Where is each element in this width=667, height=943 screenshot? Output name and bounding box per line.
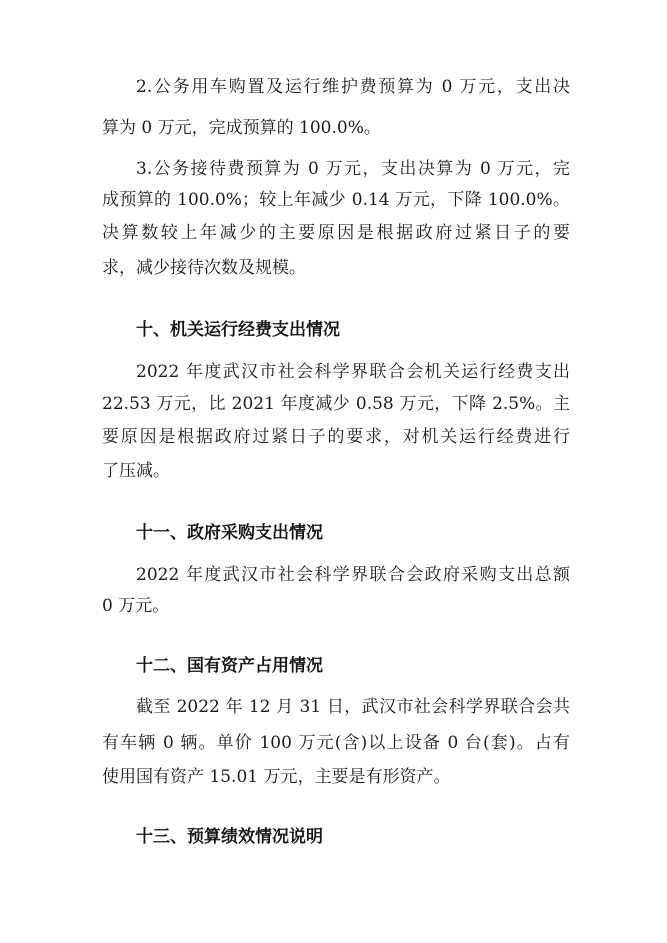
s12-line-1: 截至 2022 年 12 月 31 日，武汉市社会科学界联合会共 — [136, 697, 570, 717]
p2-line-3: 决算数较上年减少的主要原因是根据政府过紧日子的要 — [102, 223, 570, 243]
p2-line-4: 求，减少接待次数及规模。 — [102, 258, 306, 278]
s11-line-2: 0 万元。 — [102, 596, 170, 616]
section-11-title: 十一、政府采购支出情况 — [136, 523, 323, 543]
p2-line-2: 成预算的 100.0%；较上年减少 0.14 万元，下降 100.0%。 — [102, 190, 570, 210]
s11-line-1: 2022 年度武汉市社会科学界联合会政府采购支出总额 — [136, 565, 570, 585]
s10-line-1: 2022 年度武汉市社会科学界联合会机关运行经费支出 — [136, 362, 570, 382]
section-12-title: 十二、国有资产占用情况 — [136, 656, 323, 676]
s12-line-2: 有车辆 0 辆。单价 100 万元(含)以上设备 0 台(套)。占有 — [102, 733, 570, 753]
s10-line-3: 要原因是根据政府过紧日子的要求，对机关运行经费进行 — [102, 427, 570, 447]
p2-line-1: 3.公务接待费预算为 0 万元，支出决算为 0 万元，完 — [136, 159, 570, 179]
s10-line-2: 22.53 万元，比 2021 年度减少 0.58 万元，下降 2.5%。主 — [102, 394, 570, 414]
section-13-title: 十三、预算绩效情况说明 — [136, 827, 323, 847]
s12-line-3: 使用国有资产 15.01 万元，主要是有形资产。 — [102, 767, 451, 787]
p1-line-2: 算为 0 万元，完成预算的 100.0%。 — [102, 118, 381, 138]
section-10-title: 十、机关运行经费支出情况 — [136, 320, 340, 340]
p1-line-1: 2.公务用车购置及运行维护费预算为 0 万元，支出决 — [136, 77, 570, 97]
s10-line-4: 了压减。 — [102, 461, 170, 481]
